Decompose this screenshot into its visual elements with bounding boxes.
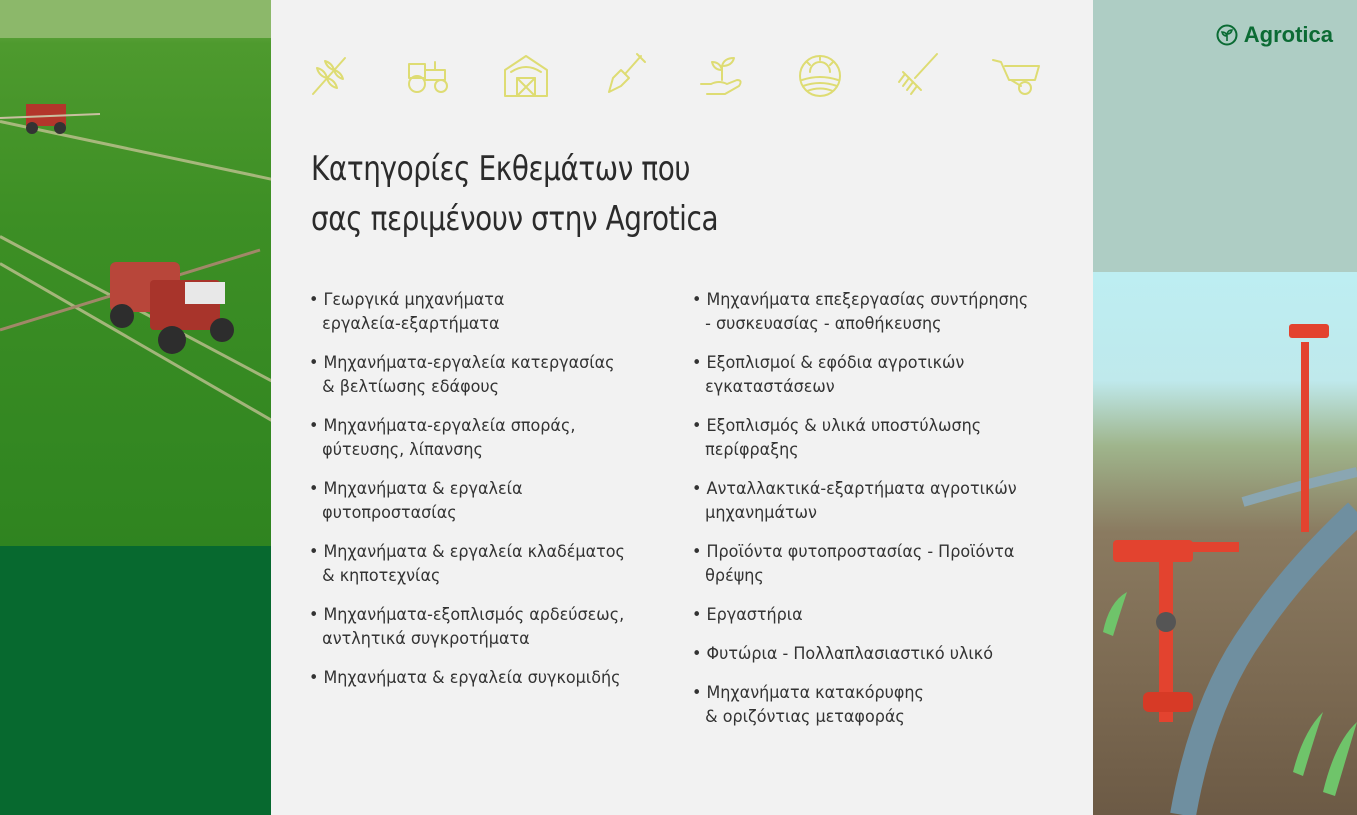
page-title xyxy=(311,144,718,244)
list-item: • Μηχανήματα & εργαλεία συγκομιδής xyxy=(309,666,647,690)
tractor-field-photo xyxy=(0,0,271,546)
list-item: • Γεωργικά μηχανήματα εργαλεία-εξαρτήματα xyxy=(309,288,647,336)
shovel-icon xyxy=(599,50,649,100)
list-item: • Μηχανήματα & εργαλεία κλαδέματος & κηποτεχνίας xyxy=(309,540,647,588)
sprout-hand-icon xyxy=(697,50,747,100)
list-item: • Ανταλλακτικά-εξαρτήματα αγροτικών μηχανημάτων xyxy=(692,477,1049,525)
list-item: • Εξοπλισμός & υλικά υποστύλωσης περίφραξης xyxy=(692,414,1049,462)
list-item: • Μηχανήματα-εργαλεία σποράς, φύτευσης, λίπανσης xyxy=(309,414,647,462)
list-item: • Μηχανήματα-εργαλεία κατεργασίας & βελτίωσης εδάφους xyxy=(309,351,647,399)
category-icons-row xyxy=(305,50,1089,100)
categories-right-list xyxy=(692,288,1072,744)
exhibit-categories-panel xyxy=(271,0,1093,815)
far-sprinkler-icon xyxy=(1289,324,1329,532)
left-green-block xyxy=(0,546,271,815)
agrotica-logo[interactable] xyxy=(1216,22,1333,48)
irrigation-sprinkler-photo xyxy=(1093,272,1357,815)
list-item: • Φυτώρια - Πολλαπλασιαστικό υλικό xyxy=(692,642,1049,666)
list-item: • Εργαστήρια xyxy=(692,603,1049,627)
logo-text: Agrotica xyxy=(1243,22,1333,47)
list-item: • Μηχανήματα επεξεργασίας συντήρησης - συσκευασίας - αποθήκευσης xyxy=(692,288,1049,336)
wheelbarrow-icon xyxy=(991,50,1041,100)
far-tractor-icon xyxy=(0,104,100,134)
list-item: • Μηχανήματα-εξοπλισμός αρδεύσεως, αντλητικά συγκροτήματα xyxy=(309,603,647,651)
rake-icon xyxy=(893,50,943,100)
title-line-2: σας περιμένουν στην Agrotica xyxy=(311,199,719,239)
list-item: • Προϊόντα φυτοπροστασίας - Προϊόντα θρέψης xyxy=(692,540,1049,588)
right-mint-block xyxy=(1093,0,1357,272)
wheat-icon xyxy=(305,50,355,100)
categories-left-list xyxy=(309,288,669,705)
list-item: • Μηχανήματα & εργαλεία φυτοπροστασίας xyxy=(309,477,647,525)
title-line-1: Κατηγορίες Εκθεμάτων που xyxy=(311,149,691,189)
sunrise-field-icon xyxy=(795,50,845,100)
barn-icon xyxy=(501,50,551,100)
tractor-icon xyxy=(403,50,453,100)
list-item: • Μηχανήματα κατακόρυφης & οριζόντιας μεταφοράς xyxy=(692,681,1049,729)
sprayer-tractor-icon xyxy=(0,250,260,354)
list-item: • Εξοπλισμοί & εφόδια αγροτικών εγκαταστάσεων xyxy=(692,351,1049,399)
logo-sprout-icon xyxy=(1216,24,1238,46)
